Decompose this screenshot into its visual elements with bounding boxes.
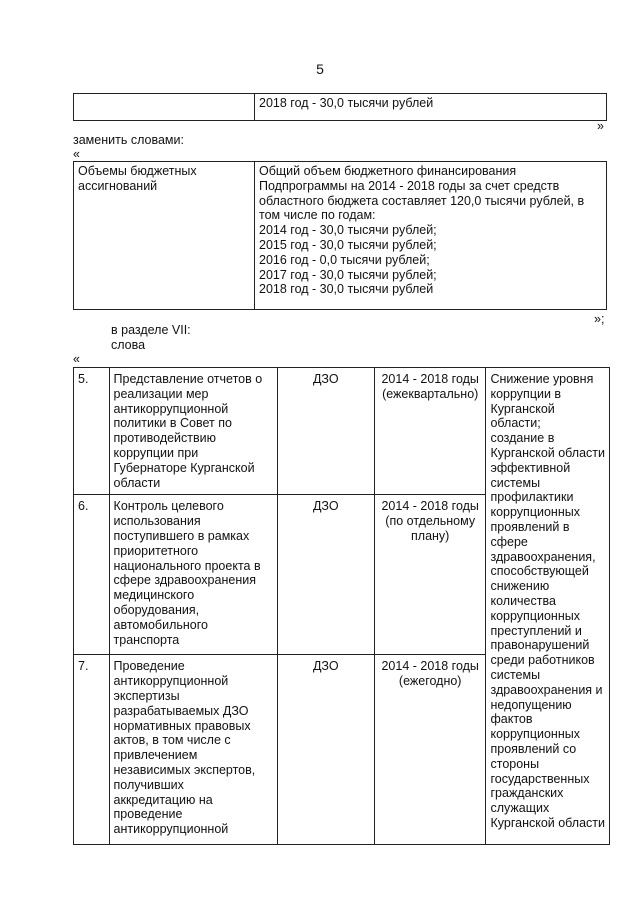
measure-line: экспертизы	[113, 688, 180, 703]
row-number: 6.	[74, 495, 110, 655]
result-line: фактов	[490, 712, 533, 727]
measure-line: оборудования,	[113, 602, 200, 617]
page-number: 5	[316, 61, 324, 77]
budget-table-fragment	[73, 93, 607, 121]
measure-line: противодействию	[113, 431, 217, 446]
budget-table	[73, 161, 607, 310]
budget-value-cell	[255, 162, 607, 310]
budget-value-line: Общий объем бюджетного финансирования	[259, 164, 517, 178]
result-line: государственных	[490, 771, 590, 786]
period-cell	[374, 495, 486, 655]
measure-line: медицинского	[113, 588, 195, 603]
result-line: правонарушений	[490, 638, 590, 653]
measure-line: антикоррупционной	[113, 401, 229, 416]
period-line: (ежегодно)	[398, 674, 462, 689]
budget-value-line: 2014 год - 30,0 тысячи рублей;	[259, 223, 437, 238]
measure-line: сфере здравоохранения	[113, 573, 256, 588]
fragment-label-cell	[74, 94, 255, 121]
measure-cell	[109, 655, 277, 845]
result-line: стороны	[490, 756, 540, 771]
budget-value-line: областного бюджета составляет 120,0 тысячи рублей, в	[259, 193, 585, 208]
measure-line: приоритетного	[113, 543, 199, 558]
measure-line: Губернаторе Курганской	[113, 460, 255, 475]
measure-line: национального проекта в	[113, 558, 261, 573]
measure-line: коррупции при	[113, 445, 199, 460]
measure-line: получивших	[113, 777, 184, 792]
table-row	[74, 368, 610, 495]
measure-line: области	[113, 475, 161, 490]
measure-line: Контроль целевого	[113, 499, 224, 514]
result-line: служащих	[490, 801, 550, 816]
measure-line: нормативных правовых	[113, 718, 251, 733]
result-line: здравоохранения и	[490, 682, 603, 697]
measure-line: привлечением	[113, 748, 198, 763]
replace-instruction: заменить словами:	[73, 133, 184, 147]
measure-line: автомобильного	[113, 617, 208, 632]
period-line: 2014 - 2018 годы	[381, 372, 479, 386]
measure-line: Представление отчетов о	[113, 372, 263, 386]
result-line: системы	[490, 475, 541, 490]
budget-value-line: том числе по годам:	[259, 208, 376, 223]
result-line: среди работников	[490, 653, 595, 668]
budget-value-line: 2018 год - 30,0 тысячи рублей	[259, 282, 434, 297]
measure-line: поступившего в рамках	[113, 528, 250, 543]
fragment-value-cell: 2018 год - 30,0 тысячи рублей	[255, 94, 607, 121]
period-cell	[374, 368, 486, 495]
budget-value-line: 2015 год - 30,0 тысячи рублей;	[259, 237, 437, 252]
measure-cell	[109, 495, 277, 655]
result-line: Курганской области	[490, 815, 605, 830]
result-line: сфере	[490, 534, 528, 549]
measure-line: антикоррупционной	[113, 674, 229, 689]
period-line: (ежеквартально)	[382, 386, 479, 401]
measure-line: транспорта	[113, 632, 180, 647]
budget-label-cell	[74, 162, 255, 310]
result-line: недопущению	[490, 697, 572, 712]
row-number: 5.	[74, 368, 110, 495]
closing-quote-semicolon: »;	[594, 312, 605, 326]
measure-line: актов, в том числе с	[113, 733, 231, 748]
measures-table	[73, 367, 610, 845]
opening-quote: «	[73, 147, 80, 161]
result-line: коррупционных	[490, 505, 580, 520]
period-line: 2014 - 2018 годы	[381, 659, 479, 674]
executor-cell: ДЗО	[277, 368, 374, 495]
result-line: эффективной	[490, 460, 571, 475]
result-line: Снижение уровня	[490, 372, 594, 386]
budget-value-line: Подпрограммы на 2014 - 2018 годы за счет средств	[259, 178, 560, 193]
result-line: проявлений в	[490, 519, 570, 534]
executor-cell: ДЗО	[277, 495, 374, 655]
result-line: преступлений и	[490, 623, 582, 638]
result-line: гражданских	[490, 786, 564, 801]
result-line: создание в	[490, 431, 555, 446]
measure-line: использования	[113, 514, 201, 529]
measure-cell	[109, 368, 277, 495]
result-line: профилактики	[490, 490, 574, 505]
period-line: 2014 - 2018 годы	[381, 499, 479, 514]
period-cell	[374, 655, 486, 845]
measure-line: Проведение	[113, 659, 185, 674]
measure-line: реализации мер	[113, 386, 209, 401]
result-line: снижению	[490, 579, 550, 594]
measure-line: независимых экспертов,	[113, 762, 256, 777]
closing-quote: »	[597, 119, 604, 133]
result-line: Курганской области	[490, 445, 605, 460]
budget-value-line: 2016 год - 0,0 тысячи рублей;	[259, 252, 430, 267]
words-label: слова	[111, 338, 146, 352]
expected-result-cell	[486, 368, 610, 845]
period-line: плану)	[411, 528, 450, 543]
measure-line: антикоррупционной	[113, 822, 229, 837]
measure-line: политики в Совет по	[113, 416, 232, 431]
measure-line: проведение	[113, 807, 183, 822]
result-line: проявлений со	[490, 741, 577, 756]
result-line: способствующей	[490, 564, 589, 579]
measure-line: аккредитацию на	[113, 792, 213, 807]
period-line: (по отдельному	[385, 514, 476, 529]
opening-quote: «	[73, 352, 80, 366]
budget-label-line: ассигнований	[78, 178, 158, 193]
result-line: области;	[490, 416, 541, 431]
result-line: здравоохранения,	[490, 549, 596, 564]
budget-value-line: 2017 год - 30,0 тысячи рублей;	[259, 267, 437, 282]
result-line: коррупционных	[490, 727, 580, 742]
result-line: количества	[490, 593, 556, 608]
budget-label-line: Объемы бюджетных	[78, 164, 197, 178]
measure-line: разрабатываемых ДЗО	[113, 703, 249, 718]
result-line: Курганской	[490, 401, 555, 416]
section-reference: в разделе VII:	[111, 323, 191, 337]
result-line: коррупции в	[490, 386, 562, 401]
row-number: 7.	[74, 655, 110, 845]
result-line: системы	[490, 667, 541, 682]
result-line: коррупционных	[490, 608, 580, 623]
executor-cell: ДЗО	[277, 655, 374, 845]
